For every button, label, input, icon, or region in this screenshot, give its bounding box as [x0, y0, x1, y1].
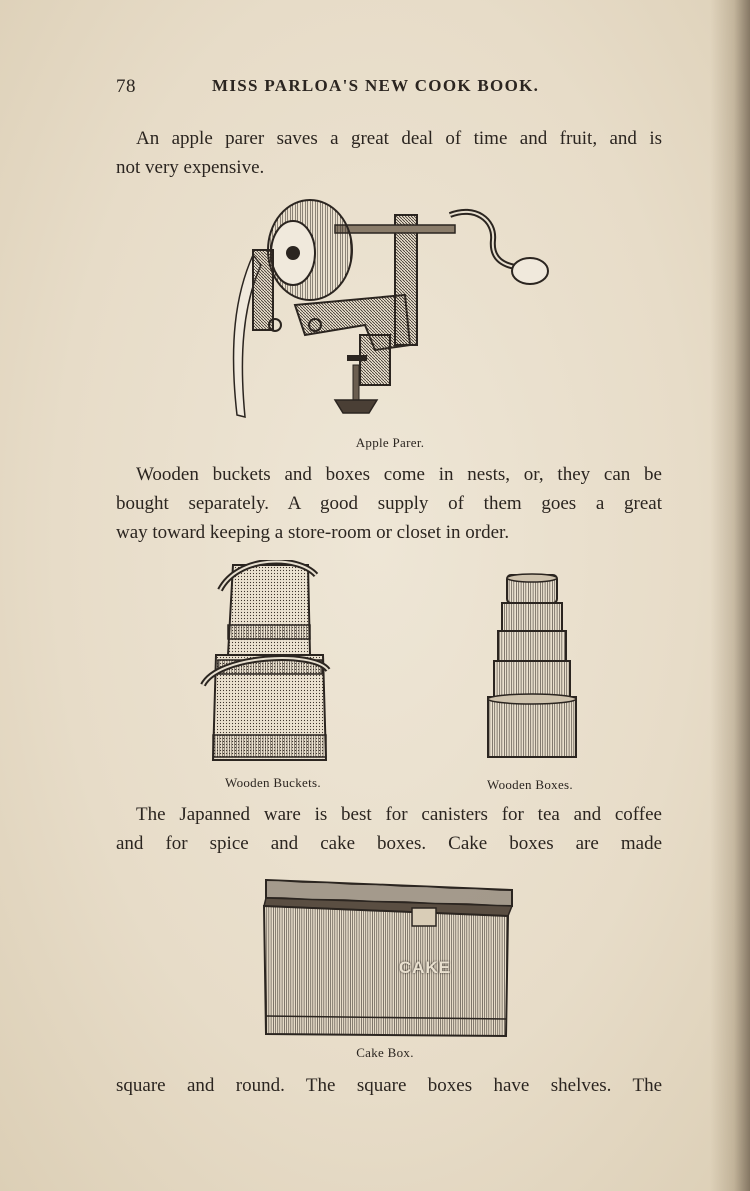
cake-box-label: CAKE: [398, 958, 452, 977]
text-line: and for spice and cake boxes. Cake boxes are made: [116, 833, 662, 854]
paragraph-japanned-ware: [116, 800, 662, 858]
text-line: way toward keeping a store-room or closet in order.: [116, 522, 510, 543]
text-line: The Japanned ware is best for canisters for tea and coffee: [136, 804, 662, 825]
text-line: An apple parer saves a great deal of time and fruit, and is: [136, 128, 662, 149]
running-head: MISS PARLOA'S NEW COOK BOOK.: [212, 76, 540, 95]
page-number: 78: [116, 76, 136, 97]
paragraph-wooden-buckets: [116, 460, 662, 547]
caption-wooden-boxes: Wooden Boxes.: [487, 777, 573, 792]
text-line: Wooden buckets and boxes come in nests, or, they can be: [136, 464, 662, 485]
cake-box-drawing: [262, 876, 516, 1041]
text-line: square and round. The square boxes have shelves. The: [116, 1075, 662, 1096]
cake-box-illustration: [262, 876, 516, 1041]
page-spine-shadow: [710, 0, 750, 1191]
text-line: bought separately. A good supply of them goes a great: [116, 493, 662, 514]
apple-parer-illustration: [225, 195, 555, 430]
page-header: [116, 76, 662, 102]
text-line: not very expensive.: [116, 157, 265, 178]
caption-wooden-buckets: Wooden Buckets.: [225, 775, 321, 790]
caption-apple-parer: Apple Parer.: [355, 435, 425, 450]
paragraph-square-boxes: [116, 1071, 662, 1100]
wooden-buckets-illustration: [198, 560, 338, 770]
paragraph-apple-parer: [116, 124, 662, 182]
wooden-boxes-illustration: [480, 570, 590, 765]
caption-cake-box: Cake Box.: [356, 1045, 414, 1060]
